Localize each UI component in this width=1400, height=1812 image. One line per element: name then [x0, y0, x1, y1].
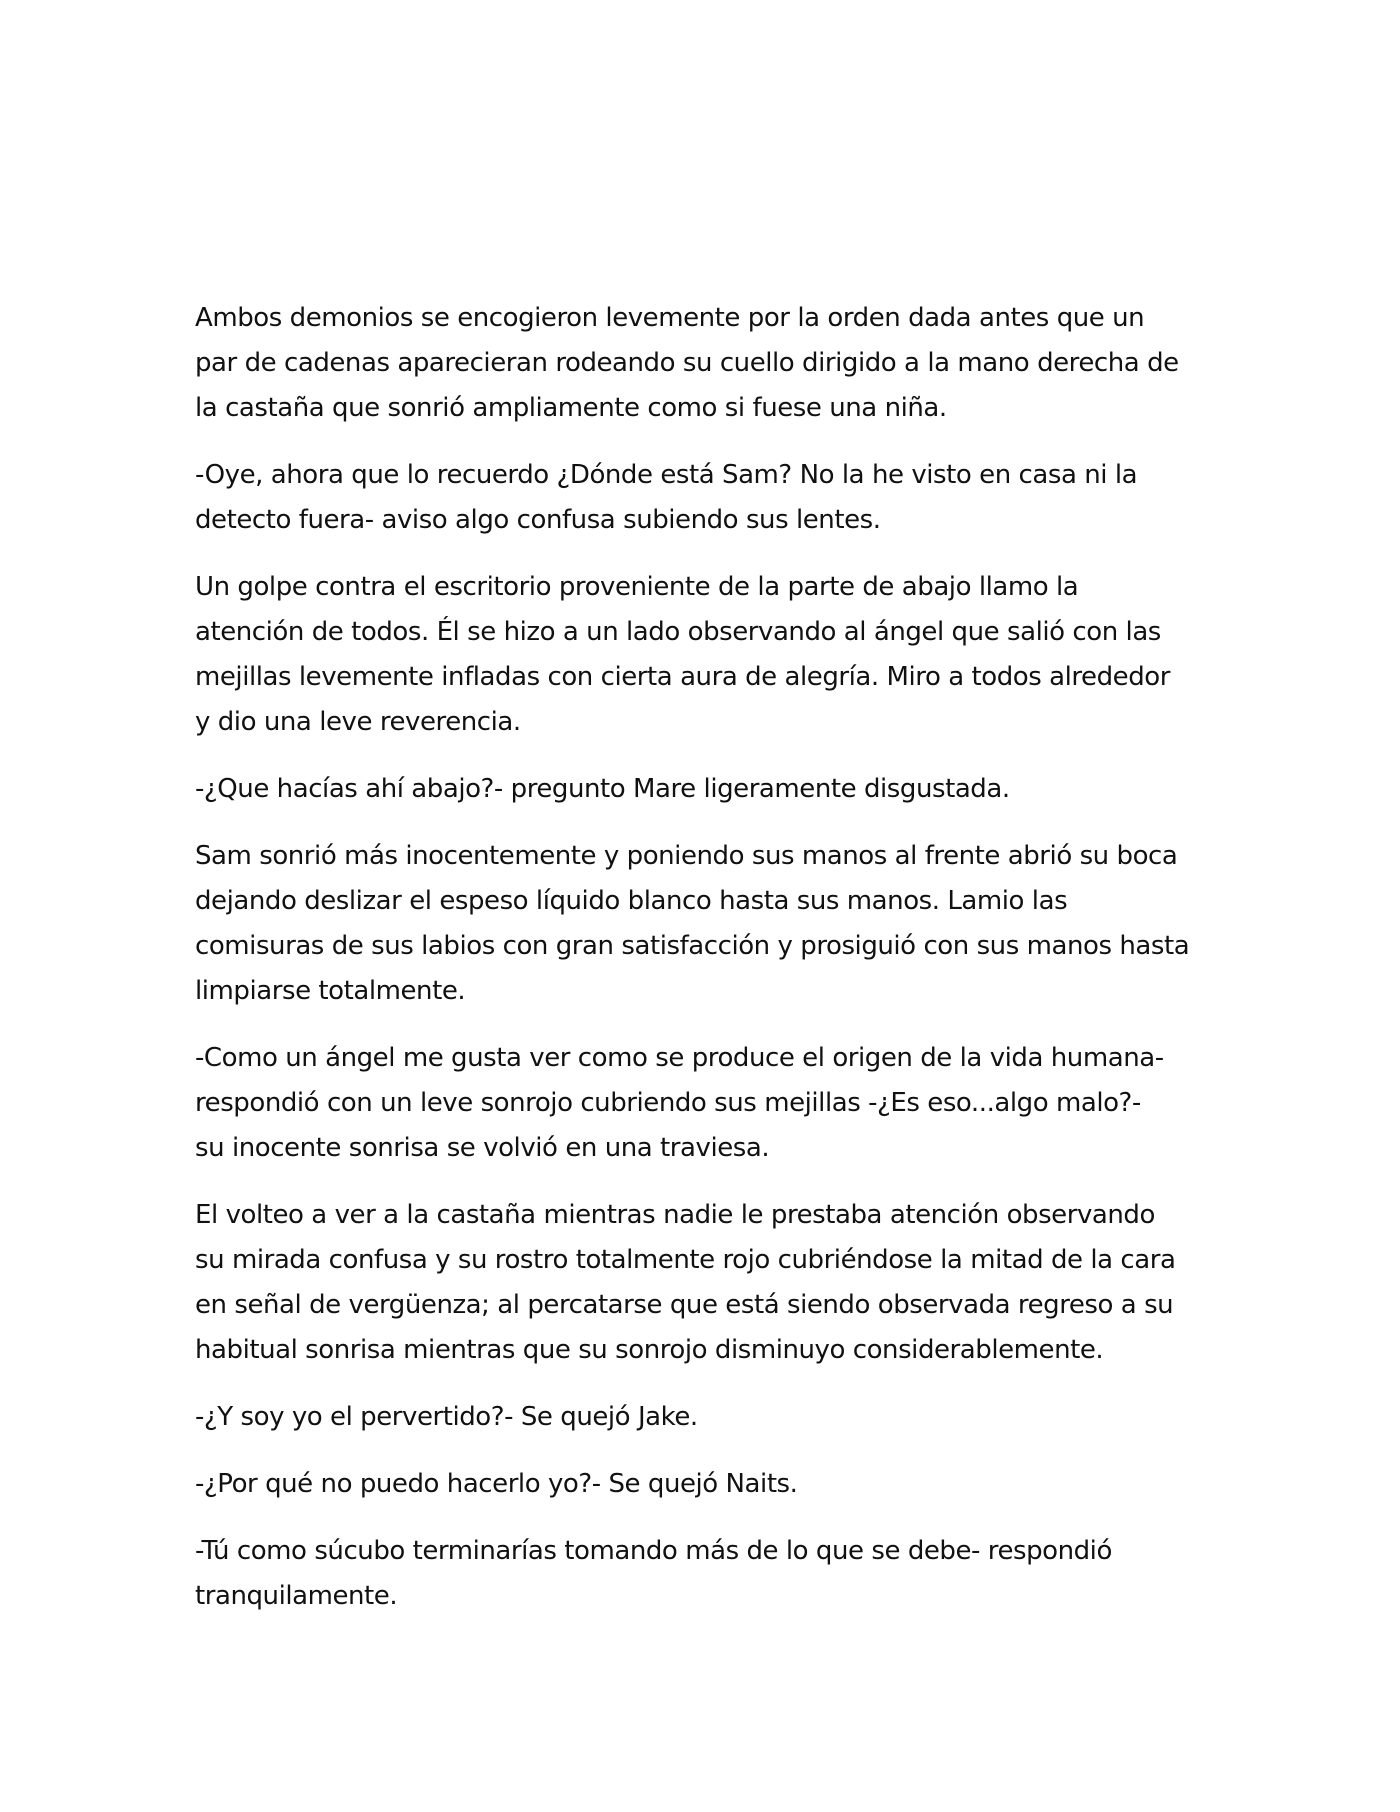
text-line: respondió con un leve sonrojo cubriendo sus mejillas -¿Es eso...algo malo?-	[195, 1088, 1141, 1118]
text-line: y dio una leve reverencia.	[195, 707, 521, 737]
text-line: -¿Y soy yo el pervertido?- Se quejó Jake.	[195, 1402, 698, 1432]
text-line: dejando deslizar el espeso líquido blanco hasta sus manos. Lamio las	[195, 886, 1068, 916]
text-line: par de cadenas aparecieran rodeando su cuello dirigido a la mano derecha de	[195, 348, 1179, 378]
text-line: la castaña que sonrió ampliamente como si fuese una niña.	[195, 393, 947, 423]
text-line: atención de todos. Él se hizo a un lado observando al ángel que salió con las	[195, 617, 1161, 647]
text-line: su inocente sonrisa se volvió en una traviesa.	[195, 1133, 770, 1163]
paragraph-6	[195, 1036, 1225, 1171]
text-line: Sam sonrió más inocentemente y poniendo sus manos al frente abrió su boca	[195, 841, 1178, 871]
paragraph-1	[195, 296, 1225, 431]
text-line: comisuras de sus labios con gran satisfacción y prosiguió con sus manos hasta	[195, 931, 1190, 961]
text-line: habitual sonrisa mientras que su sonrojo disminuyo considerablemente.	[195, 1335, 1104, 1365]
paragraph-3	[195, 565, 1225, 745]
document-body	[195, 296, 1225, 1641]
paragraph-2	[195, 453, 1225, 543]
paragraph-8	[195, 1395, 1225, 1440]
text-line: -Oye, ahora que lo recuerdo ¿Dónde está Sam? No la he visto en casa ni la	[195, 460, 1138, 490]
text-line: tranquilamente.	[195, 1581, 398, 1611]
text-line: -¿Que hacías ahí abajo?- pregunto Mare ligeramente disgustada.	[195, 774, 1010, 804]
paragraph-7	[195, 1193, 1225, 1373]
text-line: su mirada confusa y su rostro totalmente rojo cubriéndose la mitad de la cara	[195, 1245, 1176, 1275]
text-line: El volteo a ver a la castaña mientras nadie le prestaba atención observando	[195, 1200, 1155, 1230]
text-line: mejillas levemente infladas con cierta aura de alegría. Miro a todos alrededor	[195, 662, 1170, 692]
text-line: limpiarse totalmente.	[195, 976, 466, 1006]
text-line: Ambos demonios se encogieron levemente por la orden dada antes que un	[195, 303, 1145, 333]
text-line: detecto fuera- aviso algo confusa subiendo sus lentes.	[195, 505, 881, 535]
paragraph-9	[195, 1462, 1225, 1507]
text-line: en señal de vergüenza; al percatarse que está siendo observada regreso a su	[195, 1290, 1174, 1320]
text-line: -Tú como súcubo terminarías tomando más de lo que se debe- respondió	[195, 1536, 1112, 1566]
text-line: -Como un ángel me gusta ver como se produce el origen de la vida humana-	[195, 1043, 1164, 1073]
text-line: Un golpe contra el escritorio proveniente de la parte de abajo llamo la	[195, 572, 1079, 602]
paragraph-5	[195, 834, 1225, 1014]
paragraph-10	[195, 1529, 1225, 1619]
paragraph-4	[195, 767, 1225, 812]
text-line: -¿Por qué no puedo hacerlo yo?- Se quejó Naits.	[195, 1469, 798, 1499]
